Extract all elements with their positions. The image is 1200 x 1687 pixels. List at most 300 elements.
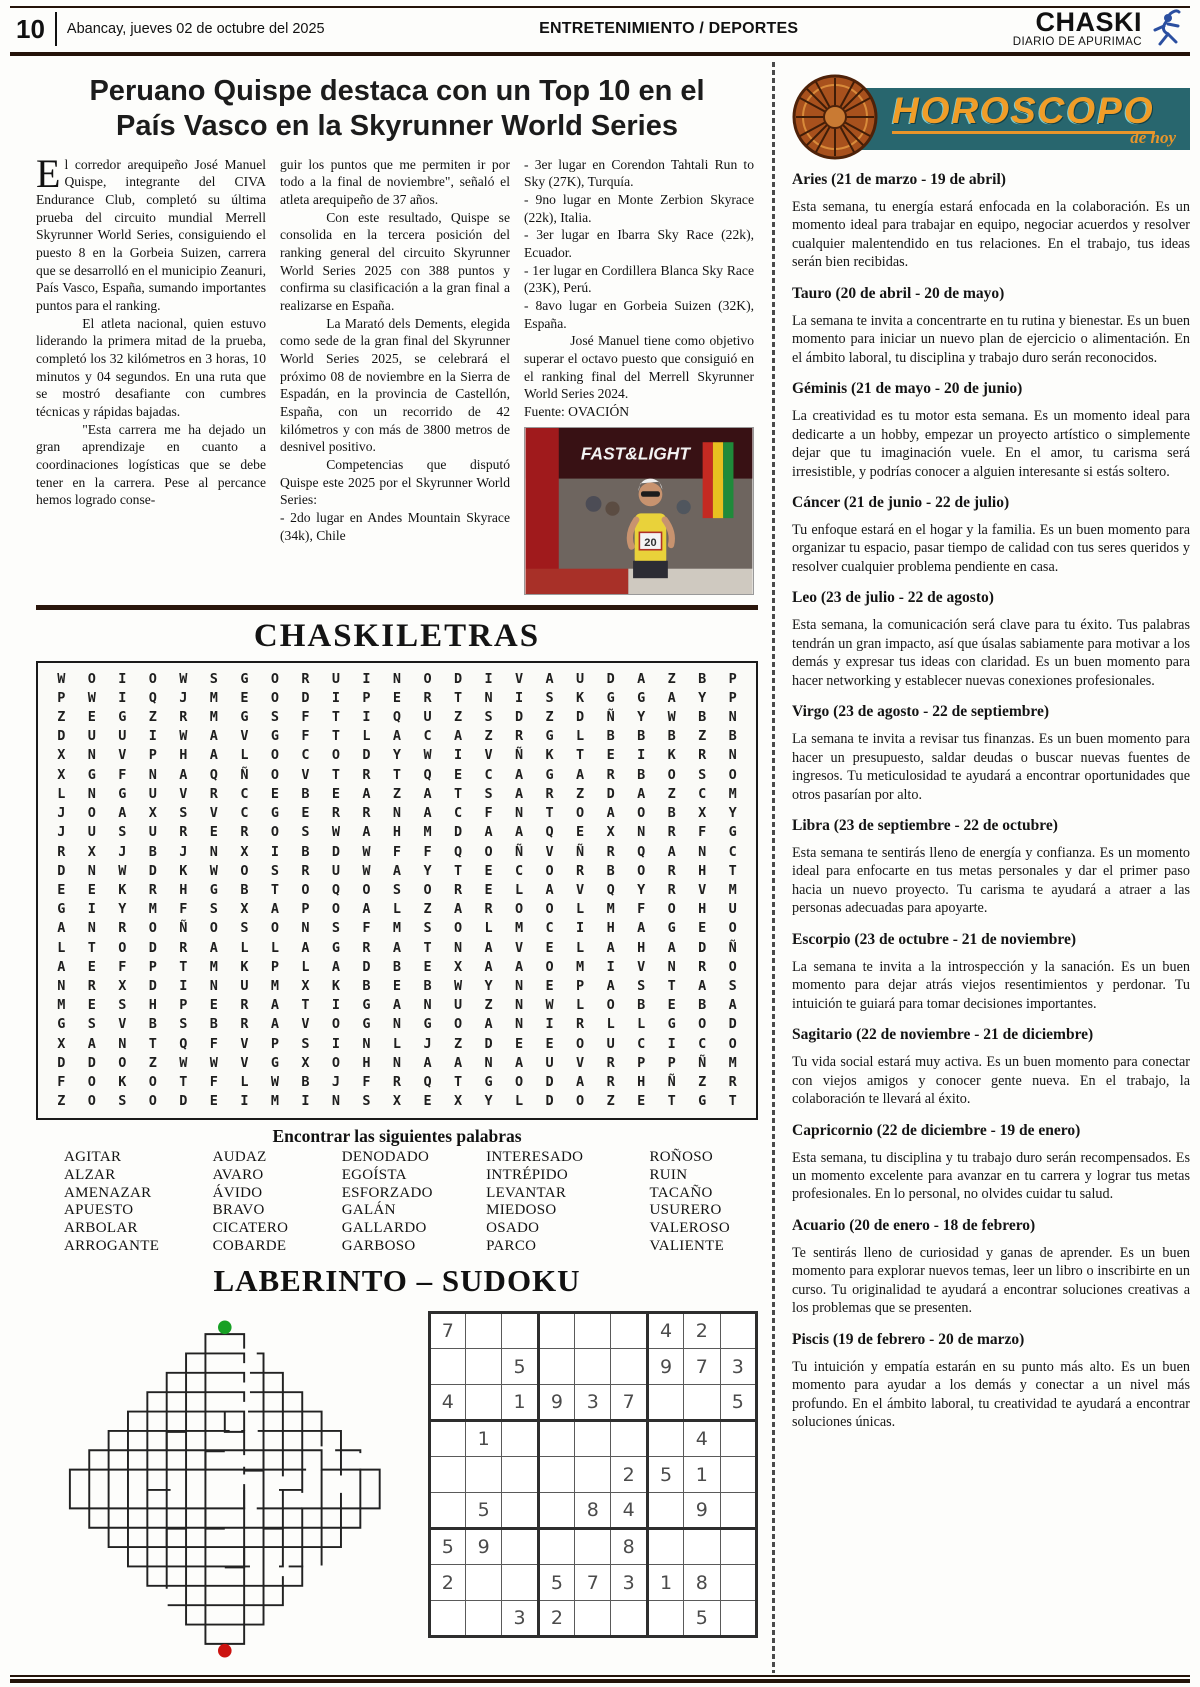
wordsearch-letter: V [118,747,127,764]
sudoku-cell [538,1421,574,1457]
sudoku-cell [720,1313,756,1349]
wordsearch-letter: P [270,1035,279,1052]
wordsearch-letter: T [331,766,341,783]
wordsearch-letter: X [57,766,66,783]
wordsearch-letter: L [392,901,402,918]
word-list-item: CICATERO [212,1220,289,1237]
article-col-3 [524,156,754,595]
wordsearch-letter: D [545,1073,554,1090]
wordsearch-row [46,958,748,977]
wordsearch-letter: N [362,1035,371,1052]
wordsearch-letter: B [667,728,676,745]
wordsearch-letter: O [270,689,279,706]
wordsearch-letter: Ñ [667,1073,676,1090]
wordsearch-letter: U [87,824,96,841]
wordsearch-row [46,919,748,938]
wordsearch-letter: I [301,1093,310,1110]
wordsearch-letter: M [209,958,218,975]
word-list-item: LEVANTAR [486,1184,567,1201]
word-list-item: MIEDOSO [486,1202,557,1219]
wordsearch-letter: E [698,920,707,937]
wordsearch-letter: U [331,670,341,687]
wordsearch-letter: A [484,939,493,956]
wordsearch-letter: A [698,977,707,994]
wordsearch-letter: O [118,939,127,956]
wordsearch-letter: J [179,689,188,706]
wordsearch-letter: A [637,920,646,937]
wordsearch-letter: H [637,1073,646,1090]
maze-ring [89,1354,360,1625]
wordsearch-letter: G [606,689,615,706]
sudoku-cell [647,1385,683,1421]
wordsearch-row [46,1035,748,1054]
wordsearch-letter: S [87,1016,96,1033]
wordsearch-words-heading: Encontrar las siguientes palabras [272,1126,522,1147]
wordsearch-letter: E [423,1093,432,1110]
maze-ring [205,1470,244,1509]
wordsearch-letter: C [698,1035,707,1052]
horoscope-text: La creatividad es tu motor esta semana. Es un momento ideal para dedicarte a un hobby, empezar un proyecto artístico o simplemente dejar que tu imaginación vuele. En el amor, tu carisma será irresistible, y podrías conocer a alguien interesante si estás soltero. [792,408,1190,480]
wordsearch-letter: A [515,766,524,783]
wordsearch-letter: G [637,689,646,706]
wordsearch-letter: O [270,670,279,687]
sudoku-cell: 7 [575,1565,611,1601]
wordsearch-letter: S [118,997,127,1014]
wordsearch-letter: I [453,747,463,764]
wordsearch-letter: E [484,862,493,879]
sudoku-cell [502,1529,538,1565]
sudoku-cell: 5 [465,1493,501,1529]
wordsearch-letter: Ñ [576,843,585,860]
wordsearch-row [46,823,748,842]
wordsearch-letter: X [453,958,463,975]
sudoku-cell: 7 [611,1385,647,1421]
wordsearch-letter: W [179,1054,188,1071]
wordsearch-letter: T [545,805,554,822]
wordsearch-letter: C [698,785,707,802]
sudoku-cell [465,1601,501,1637]
word-list-item: GALLARDO [341,1220,427,1237]
wordsearch-letter: M [57,997,66,1014]
wordsearch-letter: O [667,766,676,783]
word-list-item: RUIN [649,1167,688,1184]
horoscope-banner [792,74,1190,158]
wordsearch-letter: G [270,805,279,822]
wordsearch-letter: S [209,670,218,687]
wordsearch-letter: R [606,766,615,783]
sudoku-cell [465,1565,501,1601]
wordsearch-row [46,900,748,919]
wordsearch-letter: O [453,1016,463,1033]
sudoku-cell [720,1565,756,1601]
word-list-item: GALÁN [341,1202,396,1219]
article-col-1 [36,150,266,595]
wordsearch-letter: X [301,1054,310,1071]
wordsearch-letter: A [392,997,402,1014]
wordsearch-letter: A [515,785,524,802]
wordsearch-letter: G [667,920,676,937]
wordsearch-letter: A [606,805,615,822]
wordsearch-letter: A [87,1035,96,1052]
wordsearch-letter: B [301,785,310,802]
wordsearch-letter: B [606,862,615,879]
page-header [10,7,1190,56]
wordsearch-letter: F [118,958,127,975]
wordsearch-letter: P [576,977,585,994]
wordsearch-letter: Q [606,881,615,898]
word-list-item: BRAVO [212,1202,265,1219]
wordsearch-letter: Y [118,901,127,918]
wordsearch-row [46,785,748,804]
wordsearch-letter: S [179,1016,188,1033]
wordsearch-letter: C [545,920,554,937]
wordsearch-letter: I [148,728,157,745]
sudoku-cell: 1 [465,1421,501,1457]
wordsearch-letter: B [637,728,646,745]
wordsearch-letter: A [453,901,463,918]
wordsearch-letter: L [240,747,249,764]
word-list-item: AVARO [212,1167,264,1184]
wordsearch-letter: R [728,1073,737,1090]
wordsearch-letter: E [484,881,493,898]
wordsearch-letter: A [667,689,676,706]
wordsearch-grid [36,661,758,1121]
wordsearch-letter: E [87,709,96,726]
wordsearch-letter: D [362,747,371,764]
wordsearch-letter: U [148,824,157,841]
wordsearch-letter: T [576,747,585,764]
wordsearch-letter: O [728,1035,737,1052]
wordsearch-letter: M [270,1093,279,1110]
wordsearch-row [46,670,748,689]
wordsearch-letter: G [484,1073,493,1090]
wordsearch-letter: L [392,1035,402,1052]
wordsearch-letter: Z [698,728,707,745]
wordsearch-letter: T [453,1073,463,1090]
article-photo [524,427,754,595]
wordsearch-letter: C [484,766,493,783]
sudoku-cell: 3 [575,1385,611,1421]
wordsearch-letter: B [301,1073,310,1090]
horoscope-text: La semana te invita a revisar tus finanzas. Es un buen momento para hacer un presupuesto, saldar deudas o buscar nuevas fuentes de ingresos. Tu meticulosidad te ayudará a encontrar oportunidades que otros pasarían por alto. [792,731,1190,803]
word-list-item: INTERESADO [486,1149,584,1166]
wordsearch-letter: V [179,785,188,802]
word-list-column [486,1149,596,1255]
sudoku-cell [720,1457,756,1493]
horoscope-entry [792,589,1190,690]
wordsearch-letter: V [240,728,249,745]
sudoku-cell: 3 [720,1349,756,1385]
wordsearch-letter: B [698,709,707,726]
wordsearch-letter: C [240,785,249,802]
horoscope-entry [792,380,1190,481]
wordsearch-letter: N [728,747,737,764]
wordsearch-letter: O [667,901,676,918]
wordsearch-letter: Y [484,977,493,994]
article-paragraph: Fuente: OVACIÓN [524,404,630,419]
article-paragraph: - 3er lugar en Corendon Tahtali Run to Sky (27K), Turquía. [524,156,754,190]
wordsearch-letter: R [179,939,188,956]
sudoku-cell [720,1601,756,1637]
sudoku-cell [611,1421,647,1457]
wordsearch-letter: P [179,997,188,1014]
word-list-item: ESFORZADO [341,1184,433,1201]
wordsearch-letter: E [87,881,96,898]
wordsearch-letter: D [87,1054,96,1071]
wordsearch-letter: N [484,1054,493,1071]
wordsearch-letter: R [57,843,66,860]
sudoku-cell: 5 [647,1457,683,1493]
horoscope-sign-heading: Leo (23 de julio - 22 de agosto) [792,589,994,607]
word-list-item: ROÑOSO [649,1149,713,1166]
wordsearch-letter: O [270,747,279,764]
wordsearch-letter: O [87,1093,96,1110]
wordsearch-letter: Q [637,843,646,860]
sudoku-cell [647,1601,683,1637]
wordsearch-letter: A [576,766,585,783]
wordsearch-letter: M [209,709,218,726]
horoscope-sign-heading: Aries (21 de marzo - 19 de abril) [792,171,1006,188]
wordsearch-letter: O [515,901,524,918]
horoscope-text: La semana te invita a la introspección y la sanación. Es un buen momento para dejar atrás viejos resentimientos y perdonar. Tu intuición te guiará para tomar decisiones importantes. [792,958,1190,1012]
wordsearch-letter: A [545,670,554,687]
wordsearch-letter: O [270,920,279,937]
wordsearch-letter: T [453,689,463,706]
wordsearch-letter: T [423,939,432,956]
wordsearch-letter: P [148,747,157,764]
wordsearch-letter: T [728,862,737,879]
wordsearch-letter: E [209,997,218,1014]
wordsearch-letter: A [57,920,66,937]
wordsearch-letter: R [301,862,310,879]
wordsearch-letter: P [728,670,737,687]
sudoku-cell [465,1313,501,1349]
wordsearch-letter: I [87,901,96,918]
sudoku-cell [429,1493,465,1529]
wordsearch-letter: I [331,1035,341,1052]
sudoku-cell: 4 [647,1313,683,1349]
wordsearch-letter: F [209,1035,218,1052]
wordsearch-letter: O [87,670,96,687]
horoscope-text: La semana te invita a concentrarte en tu rutina y bienestar. Es un buen momento para iniciar un nuevo plan de ejercicio o alimentación. En el ámbito laboral, tu disciplina y trabajo duro serán reconocidos. [792,312,1190,366]
word-list-item: GARBOSO [341,1237,416,1254]
wordsearch-letter: P [667,1054,676,1071]
wordsearch-letter: O [576,1035,585,1052]
wordsearch-letter: O [362,881,371,898]
wordsearch-letter: M [392,920,402,937]
sudoku-cell: 1 [647,1565,683,1601]
wordsearch-letter: N [57,977,66,994]
wordsearch-row [46,1073,748,1092]
sudoku-cell [502,1421,538,1457]
wordsearch-letter: O [728,920,737,937]
wordsearch-letter: S [270,862,279,879]
wordsearch-letter: O [423,670,432,687]
article-body [36,150,758,595]
wordsearch-letter: T [667,1093,676,1110]
horoscope-sign-heading: Géminis (21 de mayo - 20 de junio) [792,380,1023,398]
wordsearch-letter: W [57,670,66,687]
header-divider [55,12,57,46]
wordsearch-letter: A [637,670,646,687]
wordsearch-letter: B [148,843,157,860]
wordsearch-letter: Q [453,843,463,860]
wordsearch-letter: O [331,747,341,764]
wordsearch-row [46,746,748,765]
sudoku-cell: 5 [720,1385,756,1421]
wordsearch-letter: N [515,977,524,994]
wordsearch-letter: X [57,747,66,764]
wordsearch-letter: V [545,843,554,860]
wordsearch-letter: N [87,747,96,764]
horoscope-sign-heading: Cáncer (21 de junio - 22 de julio) [792,493,1010,511]
wordsearch-letter: A [209,747,218,764]
wordsearch-letter: W [179,728,188,745]
puzzles-row [36,1303,758,1675]
sudoku-cell [538,1457,574,1493]
article-paragraph: El atleta nacional, quien estuvo liderando la primera mitad de la prueba, completó los 32 kilómetros en 3 horas, 10 minutos y 04 segundos. En una ruta que se mostró desafiante con cumbres técnicas y rápidas bajadas. [36,315,266,419]
wordsearch-letter: A [484,824,493,841]
wordsearch-letter: D [576,709,585,726]
wordsearch-letter: R [148,881,157,898]
section-title: ENTRETENIMIENTO / DEPORTES [539,20,799,37]
wordsearch-letter: G [545,728,554,745]
wordsearch-letter: W [87,689,96,706]
wordsearch-letter: B [606,728,615,745]
wordsearch-letter: R [392,1073,402,1090]
wordsearch-letter: O [545,901,554,918]
wordsearch-letter: M [270,977,279,994]
sudoku-cell [502,1457,538,1493]
wordsearch-letter: A [392,862,402,879]
wordsearch-letter: I [515,689,524,706]
article-paragraph: El corredor arequipeño José Manuel Quispe, integrante del CIVA Endurance Club, completó su última prueba del circuito mundial Merrell Skyrunner World Series, consiguiendo el puesto 8 en la Gorbeia Suizen, carrera que se desarrolló en el municipio Zeanuri, País Vasco, España, sumando importantes puntos para el ranking. [36,150,266,313]
wordsearch-letter: W [362,862,371,879]
wordsearch-letter: H [179,747,188,764]
article-paragraph: José Manuel tiene como objetivo superar el octavo puesto que consiguió en el ranking final del Merrell Skyrunner World Series 2024. [524,333,754,402]
wordsearch-letter: G [270,1054,279,1071]
wordsearch-letter: A [423,785,432,802]
horoscope-text: Tu enfoque estará en el hogar y la familia. Es un buen momento para organizar tu espacio, pasar tiempo de calidad con tus seres queridos y resolver cualquier problema pendiente en casa. [792,521,1190,575]
wordsearch-letter: B [423,977,432,994]
wordsearch-letter: S [240,920,249,937]
wordsearch-letter: O [484,843,493,860]
sudoku-cell [575,1601,611,1637]
horoscope-entry [792,817,1190,918]
wordsearch-letter: F [362,1073,371,1090]
wordsearch-letter: D [148,977,157,994]
wordsearch-letter: K [118,1073,127,1090]
wordsearch-letter: R [118,920,127,937]
wordsearch-letter: A [453,728,463,745]
word-list-item: TACAÑO [649,1184,713,1201]
wordsearch-letter: Q [148,689,157,706]
wordsearch-letter: S [118,1093,127,1110]
wordsearch-letter: W [545,997,554,1014]
wordsearch-row [46,843,748,862]
wordsearch-letter: H [606,920,615,937]
main-content [0,62,772,1673]
wordsearch-letter: E [270,785,279,802]
wordsearch-letter: T [87,939,96,956]
wordsearch-row [46,1054,748,1073]
wordsearch-letter: W [118,862,127,879]
sudoku-cell: 7 [684,1349,720,1385]
wordsearch-letter: Ñ [606,709,615,726]
wordsearch-letter: I [240,1093,249,1110]
wordsearch-letter: D [728,1016,737,1033]
wordsearch-letter: G [545,766,554,783]
wordsearch-letter: K [118,881,127,898]
wordsearch-letter: Y [698,689,707,706]
wordsearch-letter: L [57,939,66,956]
wordsearch-letter: N [484,689,493,706]
wordsearch-letter: O [606,997,615,1014]
wordsearch-letter: N [515,1016,524,1033]
wordsearch-letter: V [209,805,218,822]
wordsearch-letter: G [423,1016,432,1033]
wordsearch-letter: O [270,766,279,783]
wordsearch-letter: S [362,1093,371,1110]
wordsearch-letter: R [240,997,249,1014]
wordsearch-letter: S [423,920,432,937]
wordsearch-letter: Z [57,1093,66,1110]
wordsearch-letter: B [240,881,249,898]
article-paragraph: La Marató dels Dements, elegida como sede de la gran final del Skyrunner World Series 2025, se celebrará el próximo 08 de noviembre en la Sierra de Espadán, en la provincia de Castellón, España, con un recorrido de 42 kilómetros y con más de 3800 metros de desnivel positivo. [280,315,510,455]
wordsearch-letter: G [331,939,341,956]
wordsearch-letter: D [148,862,157,879]
photo-bib-number: 20 [644,536,657,549]
wordsearch-letter: A [606,939,615,956]
sudoku-cell: 9 [538,1385,574,1421]
wordsearch-letter: Y [728,805,737,822]
horoscope-text: Esta semana te sentirás lleno de energía y confianza. Es un momento ideal para enfocarte en tus metas personales y dar el primer paso hacia un nuevo proyecto. Tu carisma te ayudará a atraer a las personas adecuadas para apoyarte. [792,844,1190,917]
wordsearch-letter: Z [392,785,402,802]
sudoku-cell: 3 [502,1601,538,1637]
sudoku-cell [720,1529,756,1565]
wordsearch-letter: R [423,689,432,706]
wordsearch-row [46,1015,748,1034]
sudoku-cell [647,1529,683,1565]
wordsearch-letter: N [515,997,524,1014]
wordsearch-letter: A [362,824,371,841]
horoscope-sign-heading: Escorpio (23 de octubre - 21 de noviembre) [792,930,1076,948]
wordsearch-letter: D [148,939,157,956]
wordsearch-letter: A [423,805,432,822]
wordsearch-letter: C [423,728,432,745]
wordsearch-letter: X [240,843,249,860]
wordsearch-letter: O [270,824,279,841]
wordsearch-letter: D [301,689,310,706]
sudoku-cell: 2 [429,1565,465,1601]
wordsearch-letter: I [637,747,646,764]
wordsearch-letter: R [87,977,96,994]
wordsearch-letter: R [576,1016,585,1033]
wordsearch-letter: N [392,1016,402,1033]
wordsearch-letter: S [301,1035,310,1052]
wordsearch-letter: Z [698,1073,707,1090]
wordsearch-letter: I [667,1035,676,1052]
wordsearch-letter: A [606,977,615,994]
sudoku-cell: 2 [538,1601,574,1637]
article-col-2 [280,156,510,595]
sudoku-cell [575,1349,611,1385]
wordsearch-letter: F [209,1073,218,1090]
wordsearch-letter: E [392,689,402,706]
wordsearch-letter: A [270,997,279,1014]
photo-banner-text: FAST&LIGHT [580,443,690,464]
wordsearch-letter: A [484,958,493,975]
